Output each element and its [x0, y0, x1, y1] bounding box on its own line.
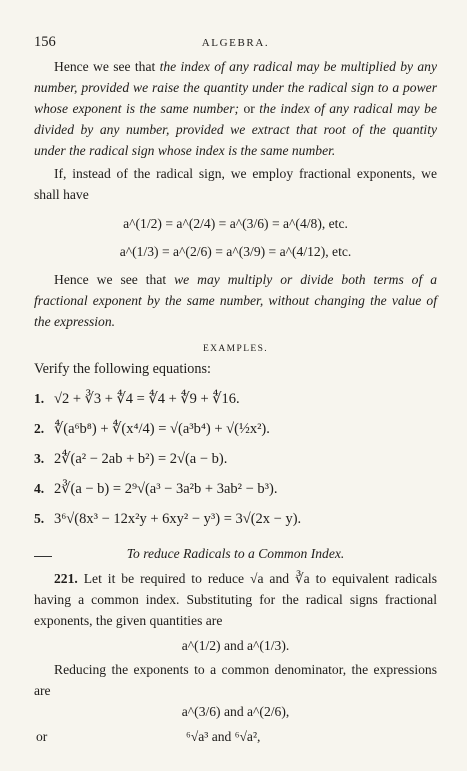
paragraph-text: or [239, 101, 260, 116]
example-item [34, 384, 437, 414]
example-item [34, 474, 437, 504]
section-rule [34, 556, 52, 557]
page-header [34, 34, 437, 56]
paragraph-221 [34, 568, 437, 631]
rule-divide-index: the index of any radical may be divided by any number, provided we extract that root of the quantity under the radical sign whose index is the same number. [34, 101, 438, 158]
equation-row [34, 725, 437, 749]
section-title-text: To reduce Radicals to a Common Index. [126, 546, 345, 561]
example-item [34, 504, 437, 534]
example-number: 5. [34, 511, 45, 526]
section-number: 221. [54, 571, 78, 586]
paragraph-text: Hence we see that [54, 272, 175, 287]
equation-line: a^(1/2) = a^(2/4) = a^(3/6) = a^(4/8), etc. [123, 216, 348, 231]
paragraph-text: Hence we see that [54, 59, 160, 74]
paragraph-fraction-rule [34, 269, 437, 332]
example-equation: √2 + ∛3 + ∜4 = ∜4 + ∜9 + ∜16. [54, 391, 240, 407]
or-label: or [36, 729, 48, 744]
equation-line: a^(1/2) and a^(1/3). [181, 638, 290, 653]
section-title [34, 546, 437, 562]
rule-fraction-terms: we may multiply or divide both terms of a fractional exponent by the same number, without changing the value of the expression. [34, 272, 437, 329]
example-number: 1. [34, 391, 45, 406]
equation-line: a^(3/6) and a^(2/6), [181, 704, 290, 719]
paragraph-index-rule [34, 56, 437, 161]
paragraph-text: Let it be required to reduce √a and ∛a to equivalent radicals having a common index. Substituting for the radical signs fractional exponents, the given quantities are [34, 571, 437, 628]
example-number: 3. [34, 451, 45, 466]
examples-list [34, 384, 437, 534]
example-item [34, 414, 437, 444]
examples-lead: Verify the following equations: [34, 361, 211, 377]
page-number: 156 [34, 34, 56, 50]
example-item [34, 444, 437, 474]
example-number: 4. [34, 481, 45, 496]
paragraph-common-denominator: Reducing the exponents to a common denominator, the expressions are [34, 662, 437, 698]
paragraph-fractional-exponents: If, instead of the radical sign, we employ fractional exponents, we shall have [34, 166, 437, 202]
example-number: 2. [34, 421, 45, 436]
rule-multiply-index: the index of any radical may be multiplied by any number, provided we raise the quantity under the radical sign to a power whose exponent is the same number; [34, 59, 437, 116]
running-head: ALGEBRA. [201, 37, 270, 49]
equation-line: a^(1/3) = a^(2/6) = a^(3/9) = a^(4/12), etc. [119, 244, 352, 259]
examples-heading: EXAMPLES. [202, 344, 269, 354]
example-equation: 3⁶√(8x³ − 12x²y + 6xy² − y³) = 3√(2x − y). [54, 511, 302, 527]
equation-line: ⁶√a³ and ⁶√a², [186, 729, 261, 744]
example-equation: 2∜(a² − 2ab + b²) = 2√(a − b). [54, 451, 228, 467]
example-equation: ∜(a⁶b⁸) + ∜(x⁴/4) = √(a³b⁴) + √(½x²). [54, 421, 270, 437]
example-equation: 2∛(a − b) = 2⁹√(a³ − 3a²b + 3ab² − b³). [54, 481, 278, 497]
